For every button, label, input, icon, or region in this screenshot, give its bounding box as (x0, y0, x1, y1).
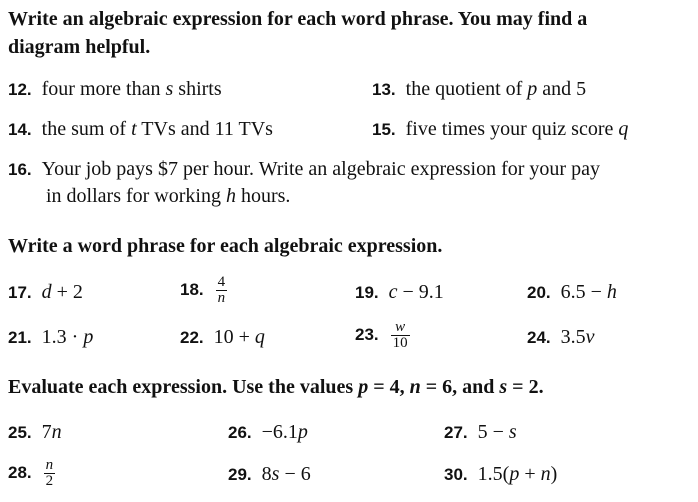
denominator: 2 (45, 473, 54, 489)
problem-text-line1: Your job pays $7 per hour. Write an algebraic expression for your pay (41, 158, 600, 180)
variable: q (618, 118, 629, 140)
expression-text: 3.5 (560, 326, 586, 348)
variable: p (358, 376, 369, 398)
fraction (216, 275, 228, 306)
exercise-number: 14. (8, 120, 32, 139)
variable: p (527, 78, 538, 100)
phrase-text: TVs and 11 TVs (136, 118, 273, 140)
phrase-text: five times your quiz score (405, 118, 619, 140)
numerator: w (391, 320, 410, 336)
exercise-number: 21. (8, 328, 32, 347)
variable: p (509, 463, 520, 485)
expression-text: 7 (41, 421, 52, 443)
heading-text: Evaluate each expression. Use the values (8, 376, 359, 398)
exercise-21 (8, 324, 93, 351)
section-heading-expression-line2: diagram helpful. (8, 36, 151, 58)
problem-text: in dollars for working (46, 185, 226, 207)
variable: n (540, 463, 551, 485)
exercise-19 (355, 279, 444, 306)
variable: s (499, 376, 508, 398)
phrase-text: the sum of (41, 118, 132, 140)
variable: d (41, 281, 52, 303)
exercise-number: 26. (228, 423, 252, 442)
exercise-number: 23. (355, 325, 379, 345)
expression-text: −6.1 (261, 421, 298, 443)
variable: c (388, 281, 398, 303)
variable: s (271, 463, 280, 485)
phrase-text: and 5 (537, 78, 587, 100)
expression-text: 5 − (477, 421, 509, 443)
exercise-30 (444, 461, 557, 488)
exercise-number: 30. (444, 465, 468, 484)
exercise-number: 25. (8, 423, 32, 442)
expression-text: 10 + (213, 326, 255, 348)
denominator: n (217, 290, 226, 306)
variable: t (131, 118, 137, 140)
exercise-26 (228, 419, 308, 446)
exercise-number: 17. (8, 283, 32, 302)
exercise-number: 20. (527, 283, 551, 302)
exercise-number: 29. (228, 465, 252, 484)
exercise-number: 24. (527, 328, 551, 347)
exercise-number: 18. (180, 280, 204, 300)
exercise-number: 27. (444, 423, 468, 442)
fraction (391, 320, 410, 351)
heading-text: = 4, (368, 376, 410, 398)
fraction (44, 458, 56, 489)
phrase-text: four more than (41, 78, 166, 100)
variable: q (254, 326, 265, 348)
variable: n (409, 376, 421, 398)
expression-text: 1.3 · (41, 326, 84, 348)
exercise-13 (372, 76, 586, 103)
variable: h (225, 185, 236, 207)
exercise-16 (8, 156, 600, 183)
phrase-text: the quotient of (405, 78, 528, 100)
expression-text: 1.5( (477, 463, 510, 485)
variable: p (83, 326, 94, 348)
expression-text: − 9.1 (397, 281, 444, 303)
exercise-14 (8, 116, 273, 143)
variable: s (165, 78, 174, 100)
exercise-24 (527, 324, 595, 351)
exercise-22 (180, 324, 265, 351)
exercise-16-line2 (46, 183, 290, 209)
problem-text: hours. (235, 185, 291, 207)
exercise-28 (8, 458, 55, 489)
expression-text: 6.5 − (560, 281, 607, 303)
exercise-17 (8, 279, 83, 306)
exercise-number: 28. (8, 463, 32, 483)
exercise-20 (527, 279, 617, 306)
variable: v (585, 326, 595, 348)
section-heading-evaluate (8, 374, 544, 401)
exercise-number: 13. (372, 80, 396, 99)
exercise-number: 22. (180, 328, 204, 347)
exercise-23 (355, 320, 410, 351)
numerator: 4 (217, 274, 226, 290)
exercise-number: 15. (372, 120, 396, 139)
exercise-15 (372, 116, 628, 143)
heading-text: = 6, and (420, 376, 500, 398)
exercise-27 (444, 419, 517, 446)
denominator: 10 (392, 335, 408, 351)
variable: s (508, 421, 517, 443)
exercise-18 (180, 275, 227, 306)
exercise-number: 16. (8, 160, 32, 179)
expression-text: + (519, 463, 541, 485)
expression-text: 8 (261, 463, 272, 485)
variable: p (297, 421, 308, 443)
exercise-12 (8, 76, 222, 103)
exercise-number: 12. (8, 80, 32, 99)
exercise-25 (8, 419, 62, 446)
expression-text: ) (550, 463, 558, 485)
variable: h (606, 281, 617, 303)
exercise-29 (228, 461, 311, 488)
numerator: n (45, 457, 54, 473)
expression-text: − 6 (279, 463, 311, 485)
heading-text: = 2. (507, 376, 544, 398)
variable: n (51, 421, 62, 443)
phrase-text: shirts (173, 78, 222, 100)
expression-text: + 2 (51, 281, 83, 303)
section-heading-expression-line1: Write an algebraic expression for each word phrase. You may find a (8, 8, 588, 30)
section-heading-phrase: Write a word phrase for each algebraic expression. (8, 235, 443, 257)
exercise-number: 19. (355, 283, 379, 302)
